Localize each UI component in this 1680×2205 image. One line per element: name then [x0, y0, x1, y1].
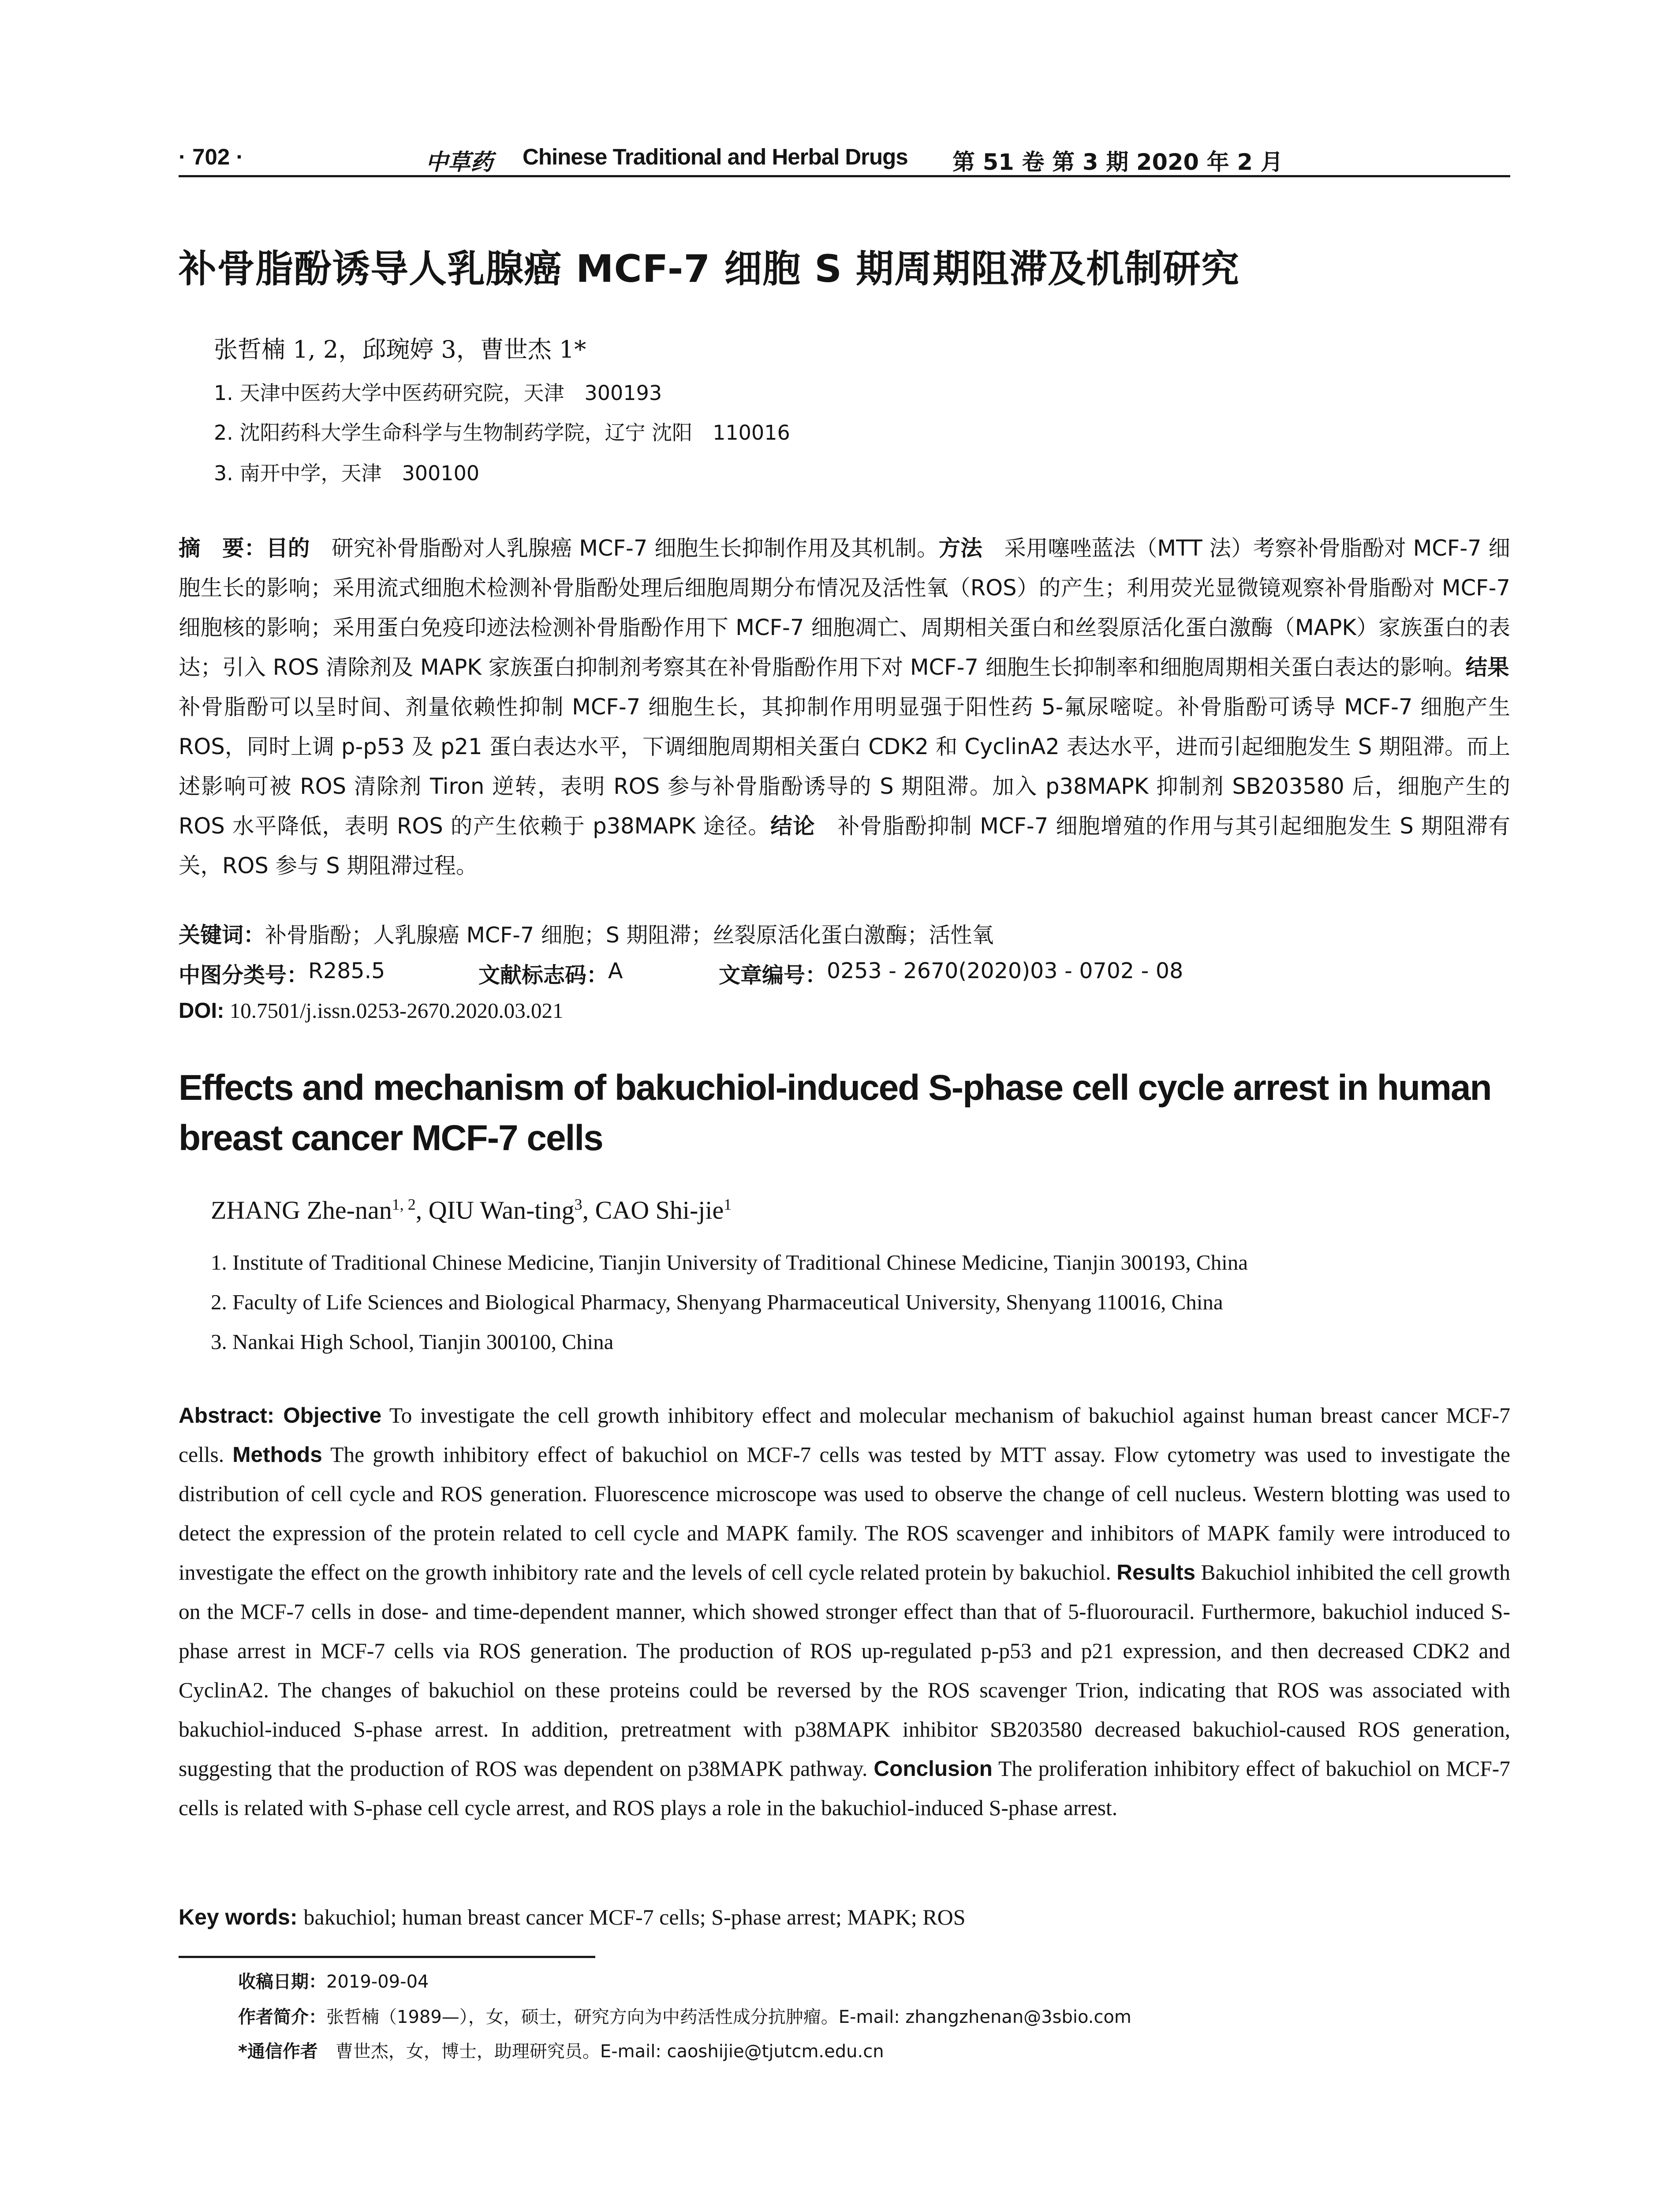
methods-label-cn: 方法	[938, 535, 982, 561]
doc-code-value: A	[608, 958, 623, 983]
objective-label-cn: 目的	[266, 535, 310, 561]
author-affiliation-mark: 1, 2	[392, 1196, 416, 1213]
objective-label-en: Objective	[283, 1403, 382, 1428]
doi-label: DOI:	[179, 999, 224, 1023]
article-no-value: 0253 - 2670(2020)03 - 0702 - 08	[827, 958, 1183, 983]
methods-label-en: Methods	[232, 1443, 322, 1467]
objective-text-en: To investigate the cell growth inhibitory effect and molecular mechanism of bakuchiol against human breast cancer MCF-7 cells.	[179, 1403, 1510, 1467]
footnote-label: 收稿日期：	[238, 1972, 326, 1992]
affiliation-cn: 1. 天津中医药大学中医药研究院，天津 300193	[214, 381, 662, 405]
results-text-cn: 补骨脂酚可以呈时间、剂量依赖性抑制 MCF-7 细胞生长，其抑制作用明显强于阳性药 5-氟尿嘧啶。补骨脂酚可诱导 MCF-7 细胞产生 ROS，同时上调 p-p53 及 p21 蛋白表达水平，下调细胞周期相关蛋白 CDK2 和 CyclinA2 表达水平，进而引起细胞发生 S 期阻滞。而上述影响可被 ROS 清除剂 Tiron 逆转，表明 ROS 参与补骨脂酚诱导的 S 期阻滞。加入 p38MAPK 抑制剂 SB203580 后，细胞产生的 ROS 水平降低，表明 ROS 的产生依赖于 p38MAPK 途径。	[179, 654, 1531, 839]
author-name: , QIU Wan-ting	[415, 1196, 575, 1225]
keywords-text-en: bakuchiol; human breast cancer MCF-7 cells; S-phase arrest; MAPK; ROS	[303, 1905, 966, 1929]
conclusion-text-en: The proliferation inhibitory effect of bakuchiol on MCF-7 cells is related with S-phase cell cycle arrest, and ROS plays a role in the bakuchiol-induced S-phase arrest.	[179, 1757, 1510, 1820]
authors-cn: 张哲楠 1, 2，邱琬婷 3，曹世杰 1*	[214, 336, 586, 363]
issue-info: 第 51 卷 第 3 期 2020 年 2 月	[952, 149, 1283, 176]
results-label-cn: 结果	[1465, 654, 1509, 680]
footnote-text: 2019-09-04	[326, 1972, 429, 1992]
conclusion-label-en: Conclusion	[874, 1757, 993, 1781]
results-text-en: Bakuchiol inhibited the cell growth on the MCF-7 cells in dose- and time-dependent manner, which showed stronger effect than that of 5-fluorouracil. Furthermore, bakuchiol induced S-phase arrest in MCF-7 cells via ROS generation. The production of ROS up-regulated p-p53 and p21 expression, and then decreased CDK2 and CyclinA2. The changes of bakuchiol on these proteins could be reversed by the ROS scavenger Trion, indicating that ROS was associated with bakuchiol-induced S-phase arrest. In addition, pretreatment with p38MAPK inhibitor SB203580 decreased bakuchiol-caused ROS generation, suggesting that the production of ROS was dependent on p38MAPK pathway.	[179, 1560, 1510, 1781]
article-title-en: Effects and mechanism of bakuchiol-induced S-phase cell cycle arrest in human breast cancer MCF-7 cells	[179, 1068, 1491, 1158]
journal-name-en: Chinese Traditional and Herbal Drugs	[523, 144, 908, 169]
affiliation-cn: 3. 南开中学，天津 300100	[214, 461, 480, 485]
keywords-cn	[179, 918, 993, 949]
author-name: ZHANG Zhe-nan	[211, 1196, 392, 1225]
abstract-cn	[179, 528, 1531, 886]
footnote-author-bio	[238, 2003, 1131, 2028]
page-number: · 702 ·	[179, 144, 244, 169]
methods-text-en: The growth inhibitory effect of bakuchiol on MCF-7 cells was tested by MTT assay. Flow cytometry was used to investigate the distribution of cell cycle and ROS generation. Fluorescence microscope was used to observe the change of cell nucleus. Western blotting was used to detect the expression of the protein related to cell cycle and MAPK family. The ROS scavenger and inhibitors of MAPK family were introduced to investigate the effect on the growth inhibitory rate and the levels of cell cycle related protein by bakuchiol.	[179, 1443, 1510, 1585]
abstract-label-en: Abstract:	[179, 1403, 284, 1428]
conclusion-text-cn: 补骨脂酚抑制 MCF-7 细胞增殖的作用与其引起细胞发生 S 期阻滞有关，ROS 参与 S 期阻滞过程。	[179, 813, 1510, 878]
footnote-text: 张哲楠（1989—），女，硕士，研究方向为中药活性成分抗肿瘤。E-mail: zhangzhenan@3sbio.com	[326, 2007, 1131, 2027]
clc-value: R285.5	[308, 958, 385, 983]
results-label-en: Results	[1116, 1560, 1196, 1585]
affiliation-en: 3. Nankai High School, Tianjin 300100, China	[211, 1330, 614, 1354]
article-no-label: 文章编号：	[719, 963, 827, 988]
objective-text-cn: 研究补骨脂酚对人乳腺癌 MCF-7 细胞生长抑制作用及其机制。	[310, 535, 939, 561]
footnote-text: 曹世杰，女，博士，助理研究员。E-mail: caoshijie@tjutcm.edu.cn	[317, 2041, 884, 2062]
running-header	[179, 140, 1510, 177]
footnote-label: 作者简介：	[238, 2007, 326, 2027]
doi-line	[179, 998, 563, 1023]
footnote-corresponding	[238, 2037, 884, 2063]
author-affiliation-mark: 1	[724, 1196, 732, 1213]
affiliation-en: 1. Institute of Traditional Chinese Medicine, Tianjin University of Traditional Chinese Medicine, Tianjin 300193, China	[211, 1250, 1248, 1274]
abstract-label-cn: 摘 要：	[179, 535, 266, 561]
keywords-label-en: Key words:	[179, 1905, 304, 1929]
methods-text-cn: 采用噻唑蓝法（MTT 法）考察补骨脂酚对 MCF-7 细胞生长的影响；采用流式细胞术检测补骨脂酚处理后细胞周期分布情况及活性氧（ROS）的产生；利用荧光显微镜观察补骨脂酚对 MCF-7 细胞核的影响；采用蛋白免疫印迹法检测补骨脂酚作用下 MCF-7 细胞凋亡、周期相关蛋白和丝裂原活化蛋白激酶（MAPK）家族蛋白的表达；引入 ROS 清除剂及 MAPK 家族蛋白抑制剂考察其在补骨脂酚作用下对 MCF-7 细胞生长抑制率和细胞周期相关蛋白表达的影响。	[179, 535, 1510, 680]
journal-name-cn: 中草药	[426, 149, 493, 176]
keywords-label-cn: 关键词：	[179, 923, 265, 948]
conclusion-label-cn: 结论	[770, 813, 815, 839]
abstract-en	[179, 1396, 1510, 1828]
footnote-label: *通信作者	[238, 2041, 318, 2062]
affiliation-cn: 2. 沈阳药科大学生命科学与生物制药学院，辽宁 沈阳 110016	[214, 421, 790, 445]
author-name: , CAO Shi-jie	[582, 1196, 724, 1225]
doc-code-label: 文献标志码：	[478, 963, 609, 988]
doi-value: 10.7501/j.issn.0253-2670.2020.03.021	[224, 998, 564, 1023]
footnote-divider	[179, 1956, 595, 1958]
article-title-cn: 补骨脂酚诱导人乳腺癌 MCF-7 细胞 S 期周期阻滞及机制研究	[179, 247, 1240, 291]
keywords-text-cn: 补骨脂酚；人乳腺癌 MCF-7 细胞；S 期阻滞；丝裂原活化蛋白激酶；活性氧	[265, 923, 994, 948]
author-affiliation-mark: 3	[574, 1196, 582, 1213]
footnote-received	[238, 1968, 429, 1993]
clc-label: 中图分类号：	[179, 963, 309, 988]
affiliation-en: 2. Faculty of Life Sciences and Biological Pharmacy, Shenyang Pharmaceutical University, Shenyang 110016, China	[211, 1290, 1223, 1314]
authors-en	[211, 1195, 732, 1225]
keywords-en	[179, 1904, 966, 1930]
